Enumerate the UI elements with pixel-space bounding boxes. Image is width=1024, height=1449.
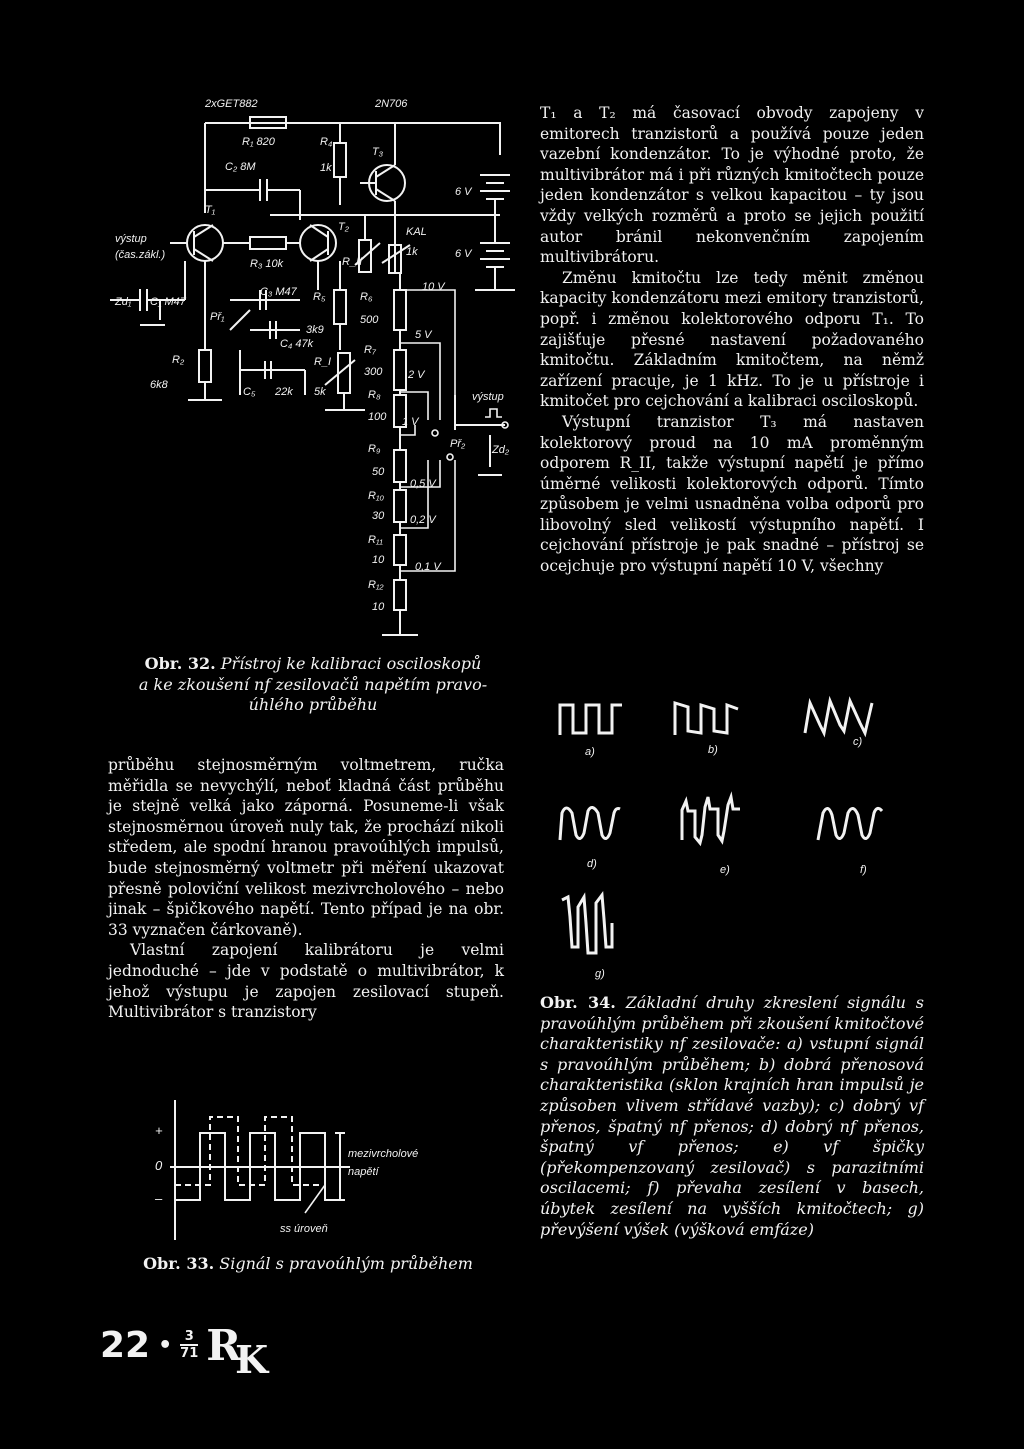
issue-number: 3 <box>184 1328 194 1344</box>
label-zd2: Zd₂ <box>492 444 510 456</box>
waveform-e <box>682 797 740 843</box>
figure-33-caption-text: Signál s pravoúhlým průběhem <box>219 1254 473 1273</box>
label-r11-value: 10 <box>372 554 385 566</box>
label-r10-value: 30 <box>372 510 385 522</box>
waveform-g <box>562 895 612 953</box>
figure-34-waveforms <box>540 685 930 985</box>
label-f: f) <box>860 864 867 876</box>
label-rii: R_II <box>342 256 363 268</box>
label-r4-value: 1k <box>320 162 332 174</box>
label-c: c) <box>853 736 863 748</box>
waveform-a <box>560 705 622 735</box>
axis-zero-label: 0 <box>155 1158 163 1173</box>
figure-32-caption <box>108 654 518 716</box>
label-vystup: výstup <box>115 233 147 245</box>
label-r2: R₂ <box>172 354 185 366</box>
label-c1: C₁ M47 <box>150 296 186 308</box>
logo-r: R <box>206 1320 242 1370</box>
waveform-b <box>675 703 738 735</box>
figure-33-square-wave <box>150 1095 490 1245</box>
label-t3: T₃ <box>372 146 384 158</box>
label-a: a) <box>585 746 595 758</box>
label-r3: R₃ 10k <box>250 258 284 270</box>
label-napeti: napětí <box>348 1166 379 1178</box>
figure-32-caption-line1: Přístroj ke kalibraci osciloskopů <box>220 654 482 673</box>
label-r7-value: 300 <box>364 366 383 378</box>
waveform-f <box>818 808 882 840</box>
right-paragraph-1: T₁ a T₂ má časovací obvody zapojeny v emitorech tranzistorů a používá pouze jeden vazební kondenzátor. To je výhodné proto, že multivibrátor má i při různých kmitočtech pouze jeden kondenzátor s velkou kapacitou – ty jsou vždy velkých rozměrů a proto se jejich použití autor bránil nekonvenčním zapojením multivibrátoru. <box>540 104 924 267</box>
label-r9-value: 50 <box>372 466 385 478</box>
label-d: d) <box>587 858 597 870</box>
label-r4: R₄ <box>320 136 333 148</box>
label-c5: C₅ <box>243 386 256 398</box>
label-r8: R₈ <box>368 389 381 401</box>
label-01v: 0,1 V <box>415 561 441 573</box>
label-r2-value: 6k8 <box>150 379 168 391</box>
label-kal: KAL <box>406 226 427 238</box>
figure-34-caption-text: Základní druhy zkreslení signálu s pravoúhlým průběhem při zkoušení kmitočtové charakteristiky nf zesilovače: a) vstupní signál s pravoúhlým průběhem; b) dobrá přenosová charakteristika (sklon krajních hran impulsů je způsoben vlivem střídavé vazby); c) dobrý vf přenos, špatný nf přenos; d) dobrý nf přenos, špatný vf přenos; e) vf špičky (překompenzovaný zesilovač) s parazitními oscilacemi; f) převaha zesílení v basech, úbytek zesílení na vyšších kmitočtech; g) převýšení výšek (výšková emfáze) <box>540 993 924 1239</box>
label-g: g) <box>595 968 605 980</box>
label-battery-2: 6 V <box>455 248 472 260</box>
axis-plus-label: + <box>155 1123 163 1138</box>
label-kal-value: 1k <box>406 246 418 258</box>
label-cas-zakl: (čas.zákl.) <box>115 249 166 261</box>
label-05v: 0,5 V <box>410 478 436 490</box>
label-r7: R₇ <box>364 344 376 356</box>
label-r6-value: 500 <box>360 314 379 326</box>
label-pr2: Př₂ <box>450 438 466 450</box>
waveform-d <box>560 807 620 840</box>
figure-33-caption <box>108 1254 508 1275</box>
label-r5: R₅ <box>313 291 326 303</box>
label-b: b) <box>708 744 718 756</box>
figure-33-caption-number: Obr. 33. <box>143 1254 215 1273</box>
label-r1: R₁ 820 <box>242 136 275 148</box>
label-1v: 1 V <box>402 416 419 428</box>
left-column-text <box>108 755 504 1023</box>
page-footer <box>100 1315 269 1382</box>
label-battery-1: 6 V <box>455 186 472 198</box>
figure-34-caption-number: Obr. 34. <box>540 993 616 1012</box>
figure-34-caption <box>540 993 924 1240</box>
label-ri: R_I <box>314 356 332 368</box>
logo-k: K <box>235 1336 269 1382</box>
right-paragraph-2: Změnu kmitočtu lze tedy měnit změnou kapacity kondenzátoru mezi emitory tranzistorů, popř. i změnou kolektorového odporu T₁. To zajišťuje přesné nastavení požadovaného kmitočtu. Základním kmitočtem, na němž zařízení pracuje, je 1 kHz. To je u přístroje i kmitočet pro cejchování a kalibraci osciloskopů. <box>540 268 924 411</box>
left-paragraph-1: průběhu stejnosměrným voltmetrem, ručka měřidla se nevychýlí, neboť kladná část průběhu je stejně velká jako záporná. Posuneme-li však stejnosměrnou úroveň nuly tak, že prochází nikoli středem, ale spodní hranou pravoúhlých impulsů, bude stejnosměrný voltmetr při měření ukazovat přesně poloviční velikost mezivrcholového – nebo jinak – špičkového napětí. Tento případ je na obr. 33 vyznačen čárkovaně). <box>108 756 504 939</box>
label-c5-value: 22k <box>275 386 293 398</box>
figure-32-caption-line3: úhlého průběhu <box>248 695 378 715</box>
footer-bullet: • <box>158 1332 173 1358</box>
right-paragraph-3: Výstupní tranzistor T₃ má nastaven kolektorový proud na 10 mA proměnným odporem R_II, takže výstupní napětí je přímo úměrné velikosti kolektorových odporů. Tímto způsobem je velmi usnadněna volba odporů pro libovolný sled velikostí výstupního napětí. I cejchování přístroje je pak snadné – přístroj se ocejchuje pro výstupní napětí 10 V, všechny <box>540 412 924 576</box>
label-e: e) <box>720 864 730 876</box>
label-r9: R₉ <box>368 443 381 455</box>
issue-fraction <box>180 1330 198 1361</box>
issue-year: 71 <box>180 1345 199 1361</box>
label-c4: C₄ 47k <box>280 338 314 350</box>
label-ss-uroven: ss úroveň <box>280 1223 328 1235</box>
label-c3: C₃ M47 <box>260 286 297 298</box>
label-5v: 5 V <box>415 329 432 341</box>
label-mezivrcholove: mezivrcholové <box>348 1148 419 1160</box>
axis-minus-label: – <box>155 1191 163 1206</box>
label-t2: T₂ <box>338 221 349 233</box>
schematic-figure-32 <box>110 95 530 650</box>
left-paragraph-2: Vlastní zapojení kalibrátoru je velmi jednoduché – jde v podstatě o multivibrátor, k jehož výstupu je zapojen zesilovací stupeň. Multivibrátor s tranzistory <box>108 941 504 1022</box>
label-r6: R₆ <box>360 291 373 303</box>
label-r12: R₁₂ <box>368 579 384 591</box>
label-t1: T₁ <box>205 204 216 216</box>
label-02v: 0,2 V <box>410 514 436 526</box>
label-t12: 2xGET882 <box>205 98 258 110</box>
label-vystup-2: výstup <box>472 391 504 403</box>
label-c2: C₂ 8M <box>225 161 256 173</box>
figure-32-caption-number: Obr. 32. <box>144 654 216 673</box>
label-pr1: Př₁ <box>210 311 225 323</box>
page-number: 22 <box>100 1324 151 1366</box>
label-t3-type: 2N706 <box>375 98 408 110</box>
waveform-c <box>805 701 872 733</box>
label-zd1: Zd₁ <box>115 296 132 308</box>
label-r5-value: 3k9 <box>306 324 324 336</box>
label-2v: 2 V <box>408 369 425 381</box>
label-r8-value: 100 <box>368 411 387 423</box>
label-r12-value: 10 <box>372 601 385 613</box>
label-r11: R₁₁ <box>368 534 383 546</box>
label-10v: 10 V <box>422 281 445 293</box>
figure-32-caption-line2: a ke zkoušení nf zesilovačů napětím pravo- <box>138 674 488 694</box>
right-column-text <box>540 103 924 577</box>
label-ri-value: 5k <box>314 386 326 398</box>
label-r10: R₁₀ <box>368 490 385 502</box>
